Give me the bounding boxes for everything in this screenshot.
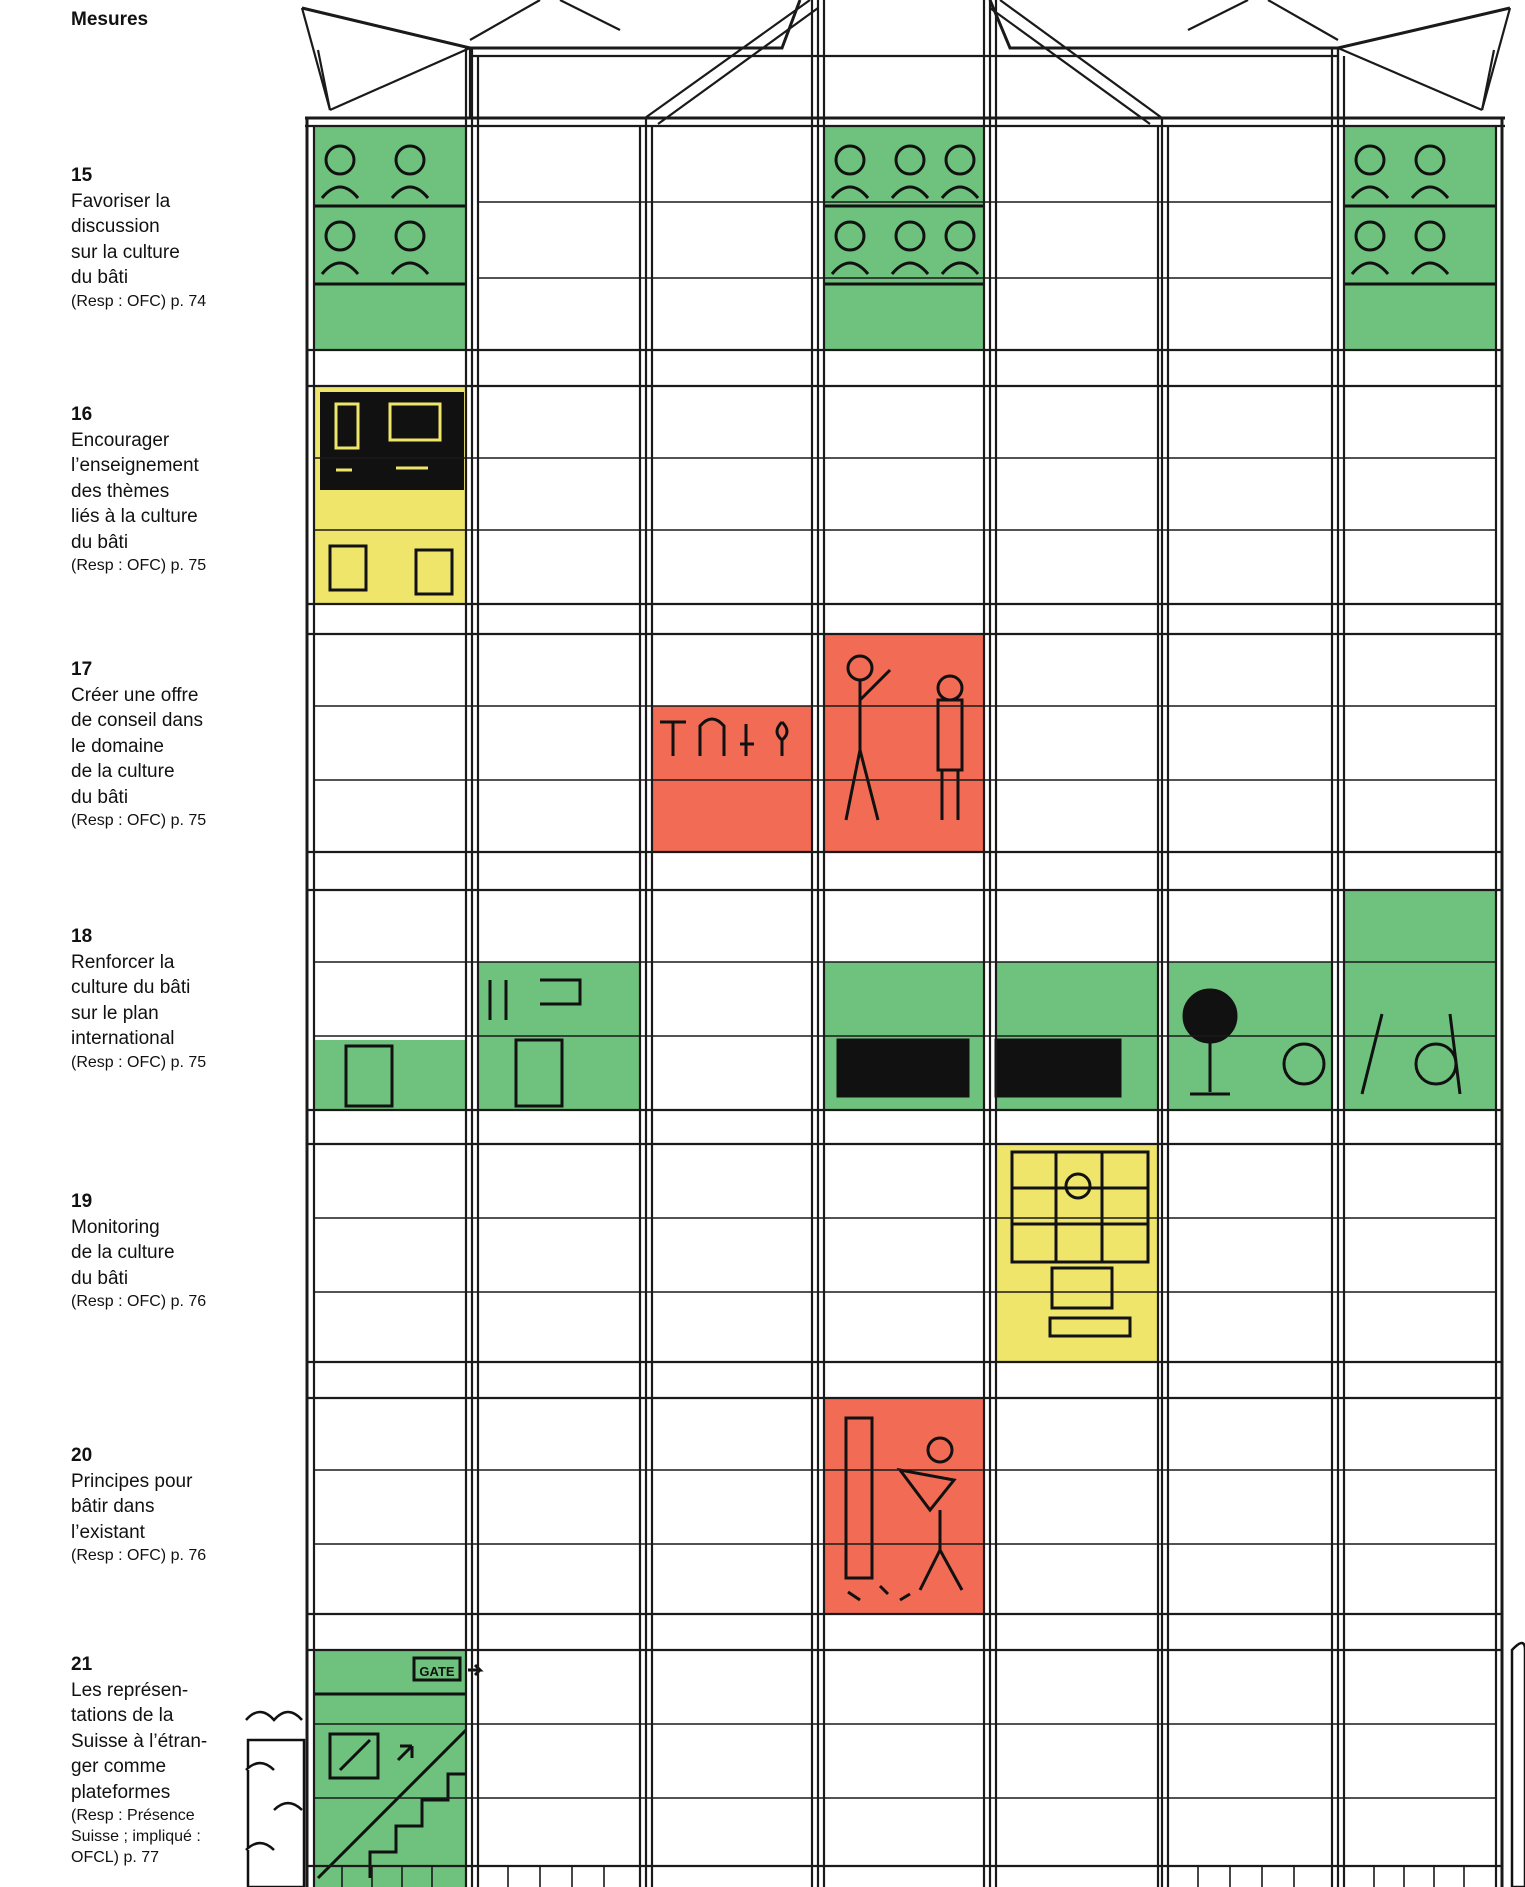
measure-number: 16 bbox=[71, 404, 93, 425]
measure-text-line: Créer une offre bbox=[71, 684, 199, 706]
panel-18-a bbox=[314, 1040, 466, 1110]
tank-icon bbox=[1512, 1643, 1525, 1887]
measure-text-line: Les représen- bbox=[71, 1679, 189, 1701]
plant-icon bbox=[246, 1712, 304, 1887]
measure-reference: (Resp : OFC) p. 76 bbox=[71, 1547, 207, 1564]
measure-text-line: Suisse à l’étran- bbox=[71, 1730, 208, 1752]
measure-text-line: Monitoring bbox=[71, 1216, 160, 1238]
measure-text-line: ger comme bbox=[71, 1756, 167, 1777]
measure-text-line: sur la culture bbox=[71, 241, 180, 263]
measure-text-line: liés à la culture bbox=[71, 506, 198, 527]
measure-text-line: bâtir dans bbox=[71, 1496, 155, 1517]
panel-15-center bbox=[824, 126, 984, 350]
measure-text-line: de la culture bbox=[71, 1242, 175, 1263]
measure-reference: (Resp : OFC) p. 76 bbox=[71, 1293, 207, 1310]
measure-text-line: l’enseignement bbox=[71, 455, 199, 476]
measure-text-line: tations de la bbox=[71, 1705, 174, 1726]
measure-reference: (Resp : OFC) p. 74 bbox=[71, 292, 207, 310]
measure-text-line: des thèmes bbox=[71, 480, 170, 502]
measure-text-line: le domaine bbox=[71, 735, 164, 757]
measure-number: 20 bbox=[71, 1445, 93, 1466]
measure-number: 21 bbox=[71, 1654, 93, 1675]
measure-text-line: sur le plan bbox=[71, 1002, 159, 1024]
measure-number: 17 bbox=[71, 659, 93, 680]
measure-reference: OFCL) p. 77 bbox=[71, 1849, 160, 1866]
measure-text-line: de la culture bbox=[71, 761, 175, 782]
panel-19 bbox=[996, 1144, 1158, 1362]
measure-text-line: du bâti bbox=[71, 1267, 129, 1289]
measure-text-line: Favoriser la bbox=[71, 190, 171, 212]
page-heading: Mesures bbox=[71, 9, 149, 30]
measure-reference: (Resp : OFC) p. 75 bbox=[71, 812, 207, 829]
panel-15-right bbox=[1344, 126, 1496, 350]
measure-text-line: Principes pour bbox=[71, 1470, 193, 1492]
measure-text-line: l’existant bbox=[71, 1521, 145, 1543]
measure-text-line: culture du bâti bbox=[71, 977, 191, 998]
panel-15-left bbox=[314, 126, 466, 350]
measure-number: 18 bbox=[71, 926, 93, 947]
measure-text-line: discussion bbox=[71, 216, 160, 237]
measure-text-line: de conseil dans bbox=[71, 710, 204, 731]
measure-text-line: du bâti bbox=[71, 786, 129, 808]
measure-text-line: international bbox=[71, 1028, 175, 1049]
panel-17-tools bbox=[652, 706, 812, 852]
measure-reference: Suisse ; impliqué : bbox=[71, 1828, 201, 1845]
measure-reference: (Resp : OFC) p. 75 bbox=[71, 1053, 207, 1071]
measure-reference: (Resp : OFC) p. 75 bbox=[71, 557, 207, 574]
measure-number: 19 bbox=[71, 1191, 93, 1212]
measure-text-line: Encourager bbox=[71, 429, 170, 451]
measure-text-line: du bâti bbox=[71, 531, 129, 553]
measure-reference: (Resp : Présence bbox=[71, 1807, 195, 1824]
measure-text-line: Renforcer la bbox=[71, 951, 175, 973]
measure-text-line: plateformes bbox=[71, 1781, 171, 1803]
gate-sign: GATE bbox=[419, 1664, 455, 1679]
measure-text-line: du bâti bbox=[71, 267, 129, 288]
panel-20 bbox=[824, 1398, 984, 1614]
measure-number: 15 bbox=[71, 165, 93, 186]
